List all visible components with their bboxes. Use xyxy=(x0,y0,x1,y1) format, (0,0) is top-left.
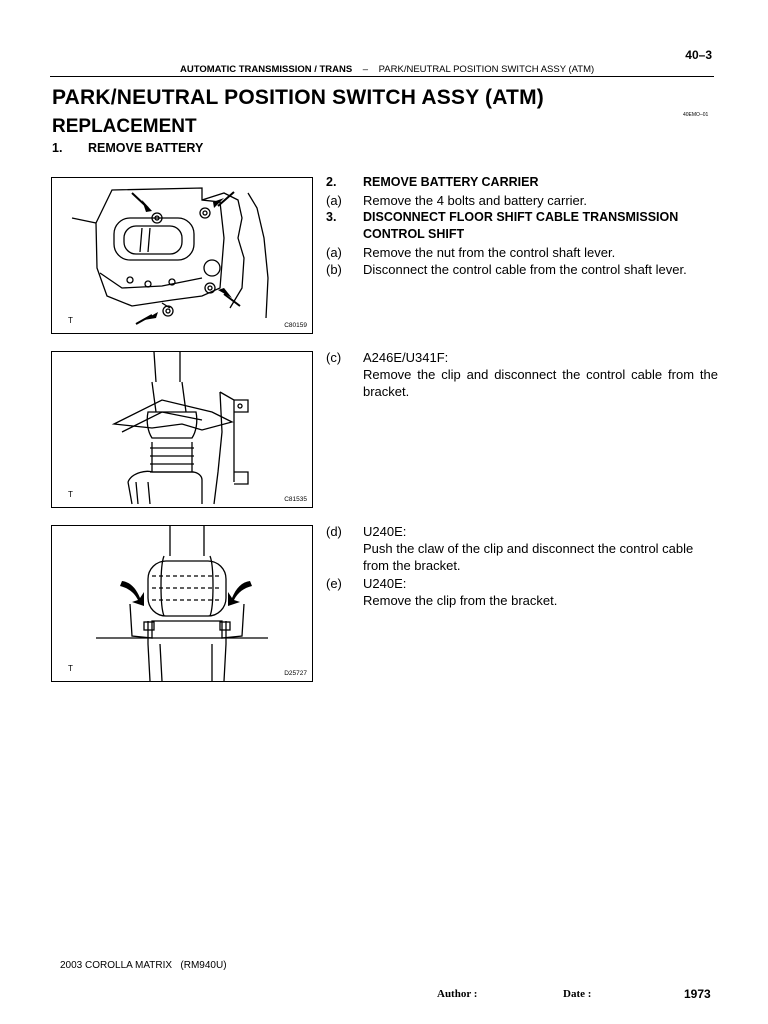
figure-code: C81535 xyxy=(284,496,307,503)
running-header-section: AUTOMATIC TRANSMISSION / TRANS xyxy=(180,64,353,75)
step-text: Remove the nut from the control shaft lever. xyxy=(363,245,616,260)
header-rule xyxy=(50,76,714,77)
running-header xyxy=(180,64,594,75)
figure-battery-carrier xyxy=(51,177,313,334)
figure-corner-mark: T xyxy=(68,316,73,325)
step-text: REMOVE BATTERY CARRIER xyxy=(363,175,539,189)
step-3e-detail xyxy=(326,592,726,609)
figure-clip-cable xyxy=(51,351,313,508)
step-3c xyxy=(326,349,726,366)
step-3c-detail xyxy=(326,366,718,400)
step-label: (d) xyxy=(326,524,342,539)
step-label: (c) xyxy=(326,350,342,365)
running-header-separator: – xyxy=(362,64,369,75)
step-text: A246E/U341F: xyxy=(363,350,449,365)
step-3b xyxy=(326,261,726,278)
step-2 xyxy=(326,174,726,191)
author-label: Author : xyxy=(437,988,478,1000)
battery-carrier-illustration xyxy=(52,178,312,333)
figure-clip-claw xyxy=(51,525,313,682)
arrow-icon xyxy=(120,581,252,606)
model-text: 2003 COROLLA MATRIX (RM940U) xyxy=(60,960,227,971)
step-label: (a) xyxy=(326,245,342,260)
page-title: PARK/NEUTRAL POSITION SWITCH ASSY (ATM) xyxy=(52,86,544,109)
step-2a xyxy=(326,192,726,209)
figure-code: D25727 xyxy=(284,670,307,677)
document-id: 40EMO–01 xyxy=(683,112,709,118)
figure-corner-mark: T xyxy=(68,490,73,499)
step-text: Remove the clip from the bracket. xyxy=(363,593,558,608)
model-footer xyxy=(60,960,227,971)
step-text: Remove the 4 bolts and battery carrier. xyxy=(363,193,588,208)
step-label: (a) xyxy=(326,193,342,208)
figure-corner-mark: T xyxy=(68,664,73,673)
step-1-text: REMOVE BATTERY xyxy=(88,141,204,155)
clip-cable-illustration xyxy=(52,352,312,507)
step-text: DISCONNECT FLOOR SHIFT CABLE TRANSMISSION CONTROL SHIFT xyxy=(363,210,679,241)
step-text: U240E: xyxy=(363,576,407,591)
step-label: 2. xyxy=(326,175,337,189)
step-3a xyxy=(326,244,726,261)
step-3d xyxy=(326,523,726,540)
arrow-icon xyxy=(218,288,232,298)
step-1 xyxy=(52,141,204,155)
page-number: 40–3 xyxy=(685,48,712,62)
step-text: Disconnect the control cable from the control shaft lever. xyxy=(363,262,687,277)
running-header-topic: PARK/NEUTRAL POSITION SWITCH ASSY (ATM) xyxy=(378,64,595,75)
step-1-number: 1. xyxy=(52,141,63,155)
step-label: (b) xyxy=(326,262,342,277)
date-label: Date : xyxy=(563,988,592,1000)
page-total: 1973 xyxy=(684,987,711,1001)
step-label: 3. xyxy=(326,210,337,224)
step-label: (e) xyxy=(326,576,342,591)
step-text: Remove the clip and disconnect the control cable from the bracket. xyxy=(363,367,718,399)
figure-code: C80159 xyxy=(284,322,307,329)
step-text: U240E: xyxy=(363,524,407,539)
step-3e xyxy=(326,575,726,592)
step-3 xyxy=(326,209,721,243)
clip-claw-illustration xyxy=(52,526,312,681)
step-3d-detail xyxy=(326,540,721,574)
section-subtitle: REPLACEMENT xyxy=(52,116,197,137)
step-text: Push the claw of the clip and disconnect the control cable from the bracket. xyxy=(363,541,694,573)
